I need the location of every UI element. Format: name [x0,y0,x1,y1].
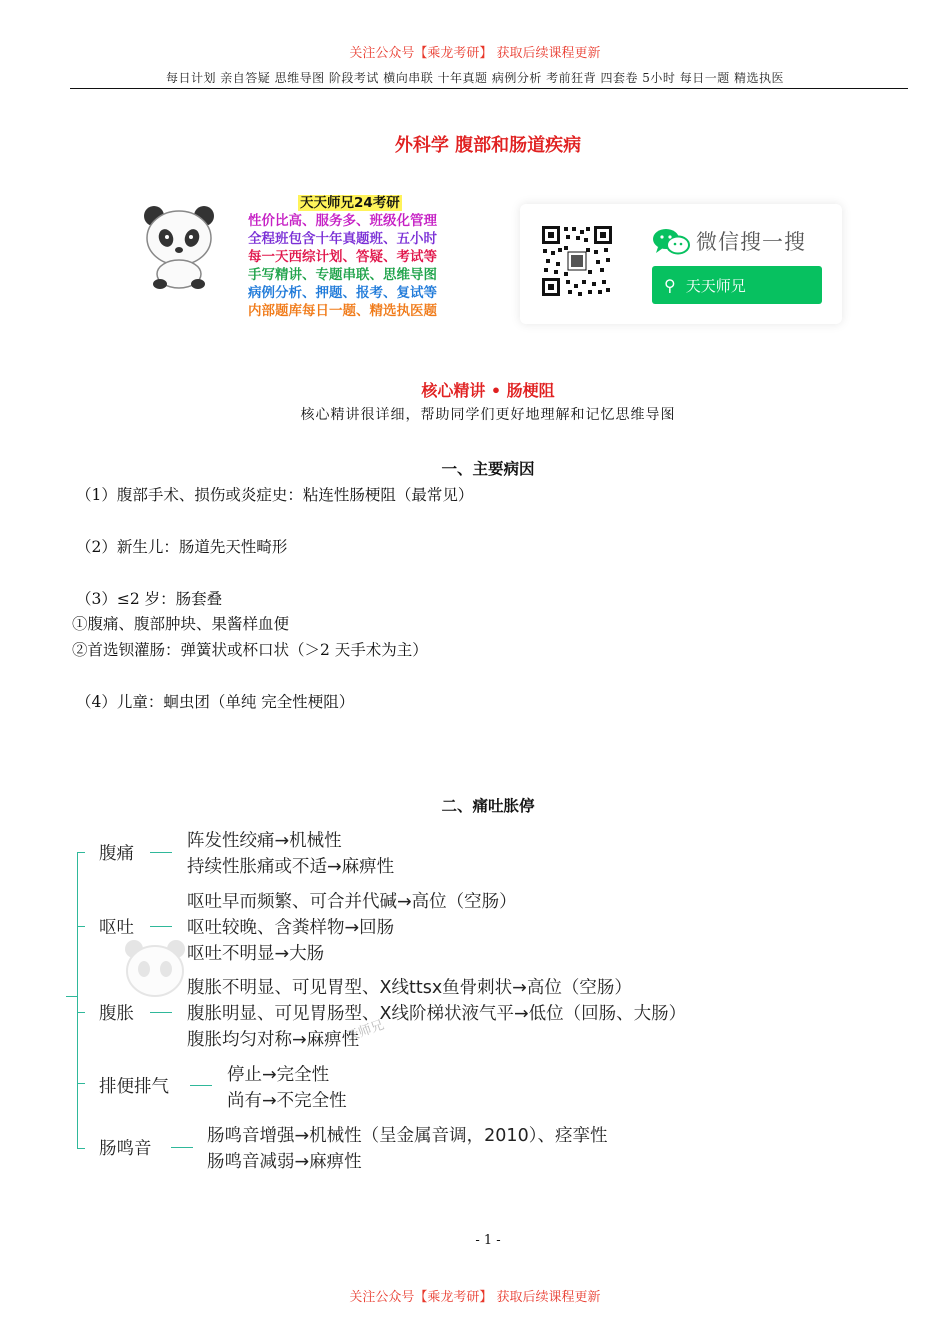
branch-connector [77,926,85,927]
page-number: - 1 - [475,1233,501,1248]
branch-item: 腹胀不明显、可见胃型、X线ttsx鱼骨刺状→高位（空肠） [187,978,632,998]
promo-line: 每一天西综计划、答疑、考试等 [248,249,437,265]
promo-line: 手写精讲、专题串联、思维导图 [248,267,437,283]
branch-connector [77,1083,85,1084]
promo-title: 天天师兄24考研 [300,195,400,211]
cause-line: （1）腹部手术、损伤或炎症史：粘连性肠梗阻（最常见） [76,486,474,504]
branch-item: 持续性胀痛或不适→麻痹性 [187,857,395,877]
search-icon: ⚲ [664,275,676,295]
wechat-search-query: 天天师兄 [685,276,746,295]
panda-watermark-icon [120,935,190,1005]
cause-line: （3）≤2 岁：肠套叠 [76,590,223,608]
branch-label: 腹胀 [99,1004,134,1024]
branch-dash [190,1085,212,1086]
trunk-root [66,996,78,997]
branch-item: 阵发性绞痛→机械性 [187,831,342,851]
mind-map-trunk [77,852,78,1148]
branch-label: 腹痛 [99,844,134,864]
branch-item: 呕吐早而频繁、可合并代碱→高位（空肠） [187,892,517,912]
watermark-text: 天师兄 [344,1017,387,1046]
bottom-notice: 关注公众号【乘龙考研】 获取后续课程更新 [349,1290,601,1305]
cause-line: ②首选钡灌肠：弹簧状或杯口状（＞2 天手术为主） [72,641,428,659]
branch-item: 停止→完全性 [227,1065,330,1085]
branch-label: 呕吐 [99,918,134,938]
branch-label: 肠鸣音 [99,1139,152,1159]
cause-line: （4）儿童：蛔虫团（单纯 完全性梗阻） [76,693,355,711]
branch-dash [150,926,172,927]
top-notice: 关注公众号【乘龙考研】 获取后续课程更新 [349,46,601,61]
cause-line: ①腹痛、腹部肿块、果酱样血便 [72,615,290,633]
branch-item: 呕吐不明显→大肠 [187,944,325,964]
branch-item: 肠鸣音增强→机械性（呈金属音调，2010）、痉挛性 [207,1126,608,1146]
branch-dash [171,1147,193,1148]
branch-connector [77,1012,85,1013]
core-title: 核心精讲 • 肠梗阻 [421,381,555,400]
branch-item: 肠鸣音减弱→麻痹性 [207,1152,362,1172]
branch-item: 腹胀均匀对称→麻痹性 [187,1030,360,1050]
branch-connector [77,852,85,853]
branch-item: 呕吐较晚、含粪样物→回肠 [187,918,395,938]
branch-dash [150,852,172,853]
branch-dash [150,1012,172,1013]
service-strip: 每日计划 亲自答疑 思维导图 阶段考试 横向串联 十年真题 病例分析 考前狂背 四套卷 5小时 每日一题 精选执医 [165,71,785,85]
promo-line: 内部题库每日一题、精选执医题 [248,303,437,319]
promo-line: 病例分析、押题、报考、复试等 [248,285,437,301]
section2-heading: 二、痛吐胀停 [441,796,535,815]
doc-title: 外科学 腹部和肠道疾病 [394,135,582,156]
section1-heading: 一、主要病因 [441,459,535,478]
branch-item: 腹胀明显、可见胃肠型、X线阶梯状液气平→低位（回肠、大肠） [187,1004,687,1024]
core-subtitle: 核心精讲很详细，帮助同学们更好地理解和记忆思维导图 [300,407,676,423]
promo-line: 全程班包含十年真题班、五小时 [248,231,437,247]
wechat-search-label: 微信搜一搜 [696,230,806,254]
branch-connector [77,1148,85,1149]
branch-item: 尚有→不完全性 [227,1091,347,1111]
cause-line: （2）新生儿：肠道先天性畸形 [76,538,288,556]
branch-label: 排便排气 [99,1077,169,1097]
promo-line: 性价比高、服务多、班级化管理 [248,213,437,229]
